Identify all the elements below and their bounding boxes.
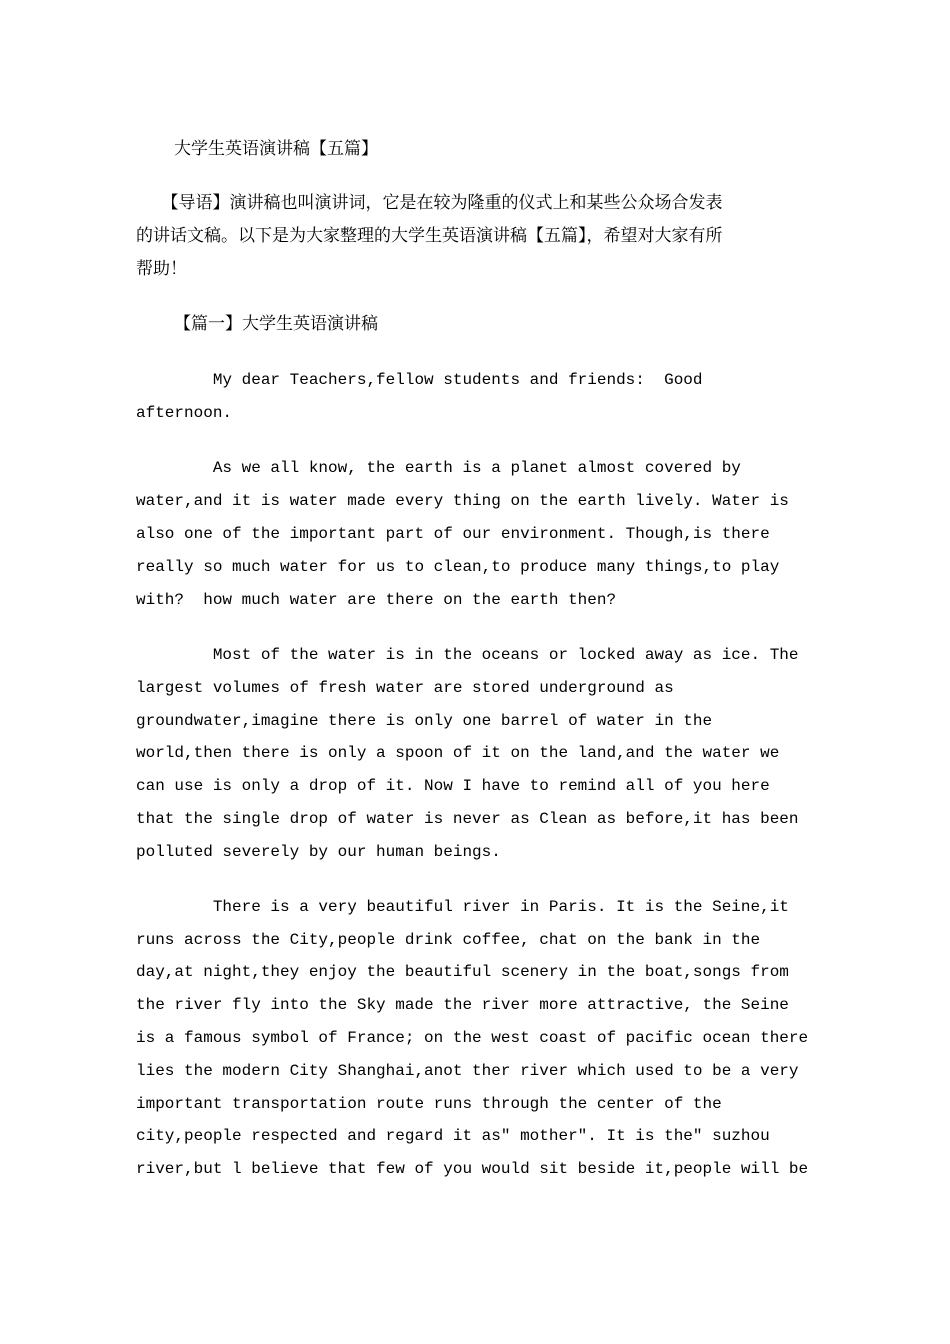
paragraph-line: There is a very beautiful river in Paris. It is the Seine,it [136, 898, 789, 916]
paragraph-line: really so much water for us to clean,to produce many things,to play [136, 558, 780, 576]
paragraph-line: My dear Teachers,fellow students and friends: Good [136, 371, 703, 389]
paragraph-line: world,then there is only a spoon of it on the land,and the water we [136, 744, 780, 762]
paragraph-line: polluted severely by our human beings. [136, 843, 501, 861]
section-heading: 【篇一】大学生英语演讲稿 [174, 314, 378, 334]
paragraph-line: can use is only a drop of it. Now I have to remind all of you here [136, 777, 770, 795]
paragraph-line: that the single drop of water is never as Clean as before,it has been [136, 810, 799, 828]
paragraph-line: important transportation route runs through the center of the [136, 1095, 722, 1113]
intro-line: 帮助！ [136, 259, 187, 279]
paragraph-line: afternoon. [136, 404, 233, 422]
paragraph-line: the river fly into the Sky made the river more attractive, the Seine [136, 996, 789, 1014]
paragraph-line: water,and it is water made every thing on the earth lively. Water is [136, 492, 789, 510]
paragraph-line: day,at night,they enjoy the beautiful scenery in the boat,songs from [136, 963, 789, 981]
document-title: 大学生英语演讲稿【五篇】 [174, 139, 378, 159]
paragraph-line: with? how much water are there on the earth then? [136, 591, 617, 609]
paragraph-line: runs across the City,people drink coffee, chat on the bank in the [136, 931, 761, 949]
paragraph-line: As we all know, the earth is a planet almost covered by [136, 459, 741, 477]
paragraph-line: river,but l believe that few of you would sit beside it,people will be [136, 1160, 809, 1178]
intro-line: 【导语】演讲稿也叫演讲词，它是在较为隆重的仪式上和某些公众场合发表 [136, 193, 723, 213]
paragraph-line: also one of the important part of our environment. Though,is there [136, 525, 770, 543]
paragraph-line: city,people respected and regard it as" mother". It is the" suzhou [136, 1127, 770, 1145]
paragraph-line: Most of the water is in the oceans or locked away as ice. The [136, 646, 799, 664]
paragraph-line: lies the modern City Shanghai,anot ther river which used to be a very [136, 1062, 799, 1080]
paragraph-line: largest volumes of fresh water are stored underground as [136, 679, 674, 697]
intro-line: 的讲话文稿。以下是为大家整理的大学生英语演讲稿【五篇】，希望对大家有所 [136, 226, 723, 246]
paragraph-line: is a famous symbol of France; on the west coast of pacific ocean there [136, 1029, 809, 1047]
paragraph-line: groundwater,imagine there is only one barrel of water in the [136, 712, 713, 730]
